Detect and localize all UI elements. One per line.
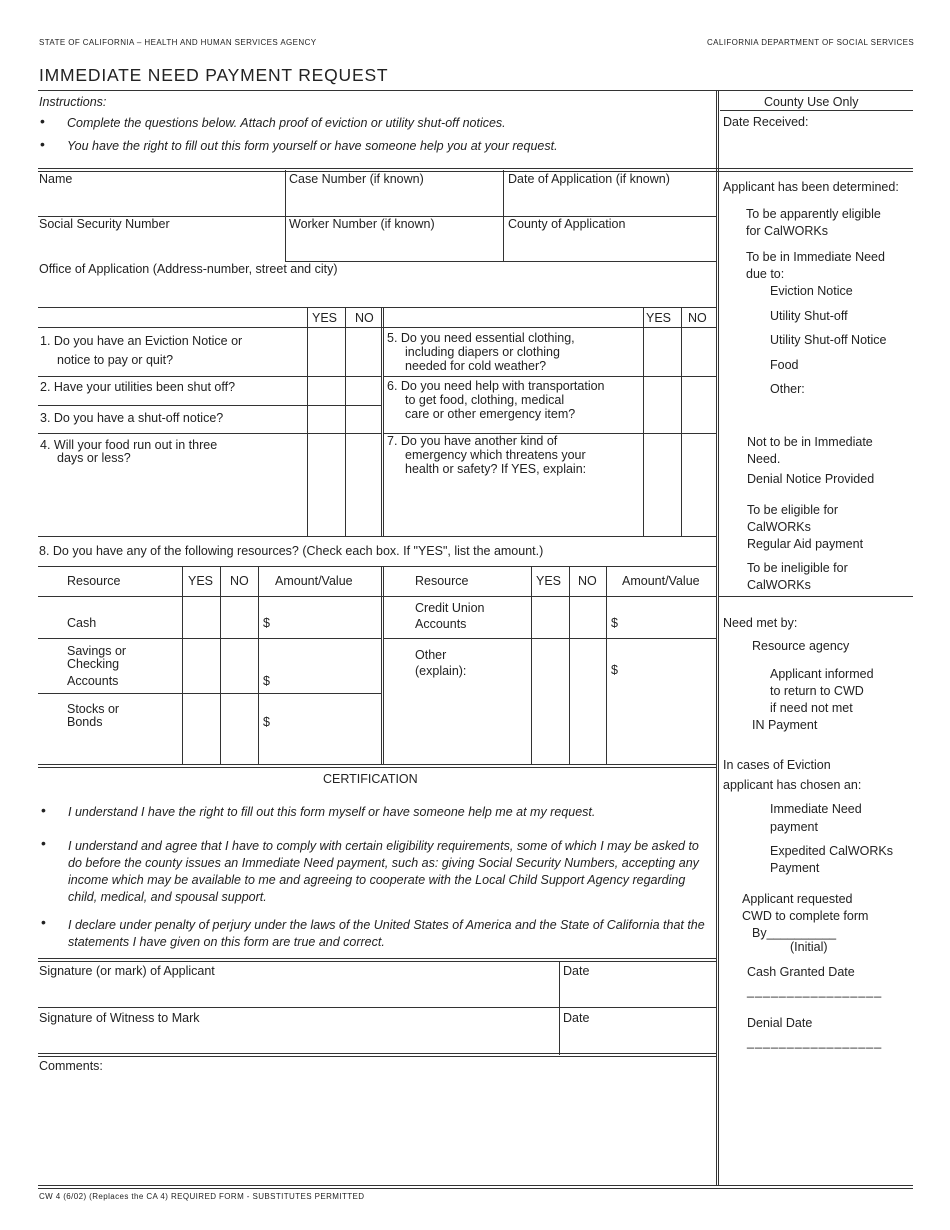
certification-rule <box>38 764 716 765</box>
resource-savings-cont: Checking <box>67 657 120 671</box>
table-divider <box>643 307 644 536</box>
res-divider <box>606 566 607 764</box>
question-4: 4. Will your food run out in three <box>40 438 218 452</box>
option-immediate-payment[interactable]: Immediate Need <box>770 802 862 816</box>
resource-header: Resource <box>415 574 469 588</box>
option-applicant-informed[interactable]: Applicant informed <box>770 667 874 681</box>
res-divider <box>381 566 382 764</box>
comments-field[interactable]: Comments: <box>39 1059 103 1073</box>
res-row-rule <box>383 638 716 639</box>
table-divider <box>681 307 682 536</box>
initial-field[interactable]: By__________ <box>752 926 837 940</box>
cash-granted-field[interactable]: _________________ <box>747 984 883 998</box>
reason-utility-shutoff[interactable]: Utility Shut-off <box>770 309 848 323</box>
option-ineligible-cont: CalWORKs <box>747 578 811 592</box>
resources-top-rule <box>38 566 716 567</box>
county-divider <box>716 90 717 1185</box>
section-rule-2 <box>38 171 913 172</box>
top-rule <box>38 90 913 91</box>
department-label: CALIFORNIA DEPARTMENT OF SOCIAL SERVICES <box>707 38 915 47</box>
resources-question: 8. Do you have any of the following resources? (Check each box. If "YES", list the amount.) <box>39 544 544 558</box>
applicant-date-field[interactable]: Date <box>563 964 590 978</box>
resource-stocks-cont: Bonds <box>67 715 103 729</box>
res-row-rule <box>38 638 382 639</box>
option-applicant-informed-cont: if need not met <box>770 701 853 715</box>
res-divider <box>182 566 183 764</box>
certification-3: I declare under penalty of perjury under the laws of the United States of America and the State of California that the statements I have given on this form are true and correct. <box>68 918 705 949</box>
questions-top-rule <box>38 307 716 308</box>
option-applicant-requested-cont: CWD to complete form <box>742 909 869 923</box>
res-divider <box>258 566 259 764</box>
county-divider-2 <box>718 90 719 1185</box>
reason-other[interactable]: Other: <box>770 382 805 396</box>
signature-rule-2 <box>38 961 716 962</box>
question-3: 3. Do you have a shut-off notice? <box>40 411 224 425</box>
case-number-field[interactable]: Case Number (if known) <box>289 172 424 186</box>
questions-header-rule <box>38 327 716 328</box>
county-rule <box>718 596 913 597</box>
name-field[interactable]: Name <box>39 172 73 186</box>
resources-header-rule <box>38 596 716 597</box>
signature-rule <box>38 958 716 959</box>
yes-header: YES <box>188 574 214 588</box>
bullet-icon: • <box>41 835 46 851</box>
res-divider <box>569 566 570 764</box>
table-divider <box>381 307 382 536</box>
question-7-cont: health or safety? If YES, explain: <box>405 462 587 476</box>
option-apparently-eligible[interactable]: To be apparently eligible <box>746 207 881 221</box>
bullet-icon: • <box>41 914 46 930</box>
table-divider <box>345 307 346 536</box>
instructions-label: Instructions: <box>39 95 107 109</box>
dollar-sign: $ <box>263 616 270 630</box>
option-ineligible[interactable]: To be ineligible for <box>747 561 848 575</box>
dollar-sign: $ <box>263 715 270 729</box>
county-heading-rule <box>720 110 913 111</box>
amount-header: Amount/Value <box>622 574 700 588</box>
form-footer: CW 4 (6/02) (Replaces the CA 4) REQUIRED FORM - SUBSTITUTES PERMITTED <box>39 1192 365 1201</box>
worker-number-field[interactable]: Worker Number (if known) <box>289 217 435 231</box>
amount-header: Amount/Value <box>275 574 353 588</box>
question-7-cont: emergency which threatens your <box>405 448 586 462</box>
comments-rule <box>38 1053 716 1054</box>
dollar-sign: $ <box>611 663 618 677</box>
question-6-cont: to get food, clothing, medical <box>405 393 565 407</box>
row-rule <box>38 433 382 434</box>
bottom-rule <box>38 1185 913 1186</box>
denial-date-field[interactable]: _________________ <box>747 1035 883 1049</box>
certification-2: I understand and agree that I have to comply with certain eligibility requirements, some of which I may be asked to do before the county issues an Immediate Need payment, such as: giving Social Security Numbers, accepting any income which may be available to me and agreeing to cooperate with the Local Child Support Agency regarding child, medical, and spousal support. <box>68 839 699 904</box>
agency-label: STATE OF CALIFORNIA – HEALTH AND HUMAN SERVICES AGENCY <box>39 38 317 47</box>
resource-cash: Cash <box>67 616 97 630</box>
option-not-immediate[interactable]: Not to be in Immediate <box>747 435 873 449</box>
instruction-1: Complete the questions below. Attach proof of eviction or utility shut-off notices. <box>67 116 506 130</box>
yes-header: YES <box>536 574 562 588</box>
instruction-2: You have the right to fill out this form yourself or have someone help you at your request. <box>67 139 558 153</box>
eviction-cases-label-cont: applicant has chosen an: <box>723 778 862 792</box>
reason-eviction[interactable]: Eviction Notice <box>770 284 853 298</box>
dollar-sign: $ <box>611 616 618 630</box>
resource-savings: Savings or <box>67 644 127 658</box>
question-7: 7. Do you have another kind of <box>387 434 558 448</box>
option-denial-notice[interactable]: Denial Notice Provided <box>747 472 875 486</box>
resource-other: Other <box>415 648 447 662</box>
date-of-application-field[interactable]: Date of Application (if known) <box>508 172 670 186</box>
option-eligible[interactable]: To be eligible for <box>747 503 839 517</box>
option-not-immediate-cont: Need. <box>747 452 781 466</box>
option-resource-agency[interactable]: Resource agency <box>752 639 850 653</box>
option-immediate-need-cont: due to: <box>746 267 785 281</box>
option-expedited-cont: Payment <box>770 861 820 875</box>
option-immediate-need[interactable]: To be in Immediate Need <box>746 250 885 264</box>
eviction-cases-label: In cases of Eviction <box>723 758 831 772</box>
ssn-field[interactable]: Social Security Number <box>39 217 170 231</box>
signature-rule <box>38 1007 716 1008</box>
resource-credit-union-cont: Accounts <box>415 617 467 631</box>
witness-signature-field[interactable]: Signature of Witness to Mark <box>39 1011 200 1025</box>
no-header: NO <box>578 574 597 588</box>
certification-rule-2 <box>38 767 716 768</box>
row-rule <box>38 376 382 377</box>
question-1-cont: notice to pay or quit? <box>57 353 174 367</box>
yes-header: YES <box>312 311 338 325</box>
option-in-payment[interactable]: IN Payment <box>752 718 818 732</box>
row-rule <box>38 405 382 406</box>
date-divider <box>559 961 560 1055</box>
res-divider <box>383 566 384 764</box>
need-met-label: Need met by: <box>723 616 798 630</box>
resource-header: Resource <box>67 574 121 588</box>
table-divider <box>307 307 308 536</box>
bullet-icon: • <box>40 113 45 129</box>
county-use-heading: County Use Only <box>764 95 859 109</box>
witness-date-field[interactable]: Date <box>563 1011 590 1025</box>
option-applicant-informed-cont: to return to CWD <box>770 684 864 698</box>
comments-rule-2 <box>38 1056 716 1057</box>
option-eligible-cont: CalWORKs <box>747 520 811 534</box>
question-6-cont: care or other emergency item? <box>405 407 576 421</box>
option-regular-aid: Regular Aid payment <box>747 537 864 551</box>
resource-credit-union: Credit Union <box>415 601 485 615</box>
date-received-field[interactable]: Date Received: <box>723 115 809 129</box>
res-divider <box>531 566 532 764</box>
denial-date-label: Denial Date <box>747 1016 813 1030</box>
bullet-icon: • <box>41 802 46 818</box>
option-expedited[interactable]: Expedited CalWORKs <box>770 844 893 858</box>
resource-stocks: Stocks or <box>67 702 120 716</box>
reason-food[interactable]: Food <box>770 358 799 372</box>
option-apparently-eligible-cont: for CalWORKs <box>746 224 828 238</box>
cash-granted-label: Cash Granted Date <box>747 965 855 979</box>
question-2: 2. Have your utilities been shut off? <box>40 380 236 394</box>
bottom-rule-2 <box>38 1188 913 1189</box>
field-rule <box>285 261 716 262</box>
resource-savings-cont: Accounts <box>67 674 119 688</box>
no-header: NO <box>688 311 707 325</box>
res-row-rule <box>38 693 382 694</box>
reason-shutoff-notice[interactable]: Utility Shut-off Notice <box>770 333 887 347</box>
question-5-cont: including diapers or clothing <box>405 345 560 359</box>
question-6: 6. Do you need help with transportation <box>387 379 605 393</box>
initial-label: (Initial) <box>790 940 828 954</box>
table-divider <box>383 307 384 536</box>
question-4-cont: days or less? <box>57 451 131 465</box>
question-1: 1. Do you have an Eviction Notice or <box>40 334 243 348</box>
no-header: NO <box>230 574 249 588</box>
resource-other-cont: (explain): <box>415 664 467 678</box>
row-rule <box>383 376 716 377</box>
certification-heading: CERTIFICATION <box>323 772 418 786</box>
form-title: IMMEDIATE NEED PAYMENT REQUEST <box>39 65 389 85</box>
dollar-sign: $ <box>263 674 270 688</box>
county-of-application-field[interactable]: County of Application <box>508 217 626 231</box>
certification-1: I understand I have the right to fill out this form myself or have someone help me at my request. <box>68 805 596 819</box>
office-field[interactable]: Office of Application (Address-number, street and city) <box>39 262 338 276</box>
option-applicant-requested[interactable]: Applicant requested <box>742 892 853 906</box>
question-5-cont: needed for cold weather? <box>405 359 547 373</box>
no-header: NO <box>355 311 374 325</box>
question-5: 5. Do you need essential clothing, <box>387 331 575 345</box>
questions-bottom-rule <box>38 536 716 537</box>
section-rule <box>38 168 913 169</box>
bullet-icon: • <box>40 136 45 152</box>
option-immediate-payment-cont: payment <box>770 820 818 834</box>
res-divider <box>220 566 221 764</box>
determined-label: Applicant has been determined: <box>723 180 899 194</box>
yes-header: YES <box>646 311 672 325</box>
applicant-signature-field[interactable]: Signature (or mark) of Applicant <box>39 964 215 978</box>
